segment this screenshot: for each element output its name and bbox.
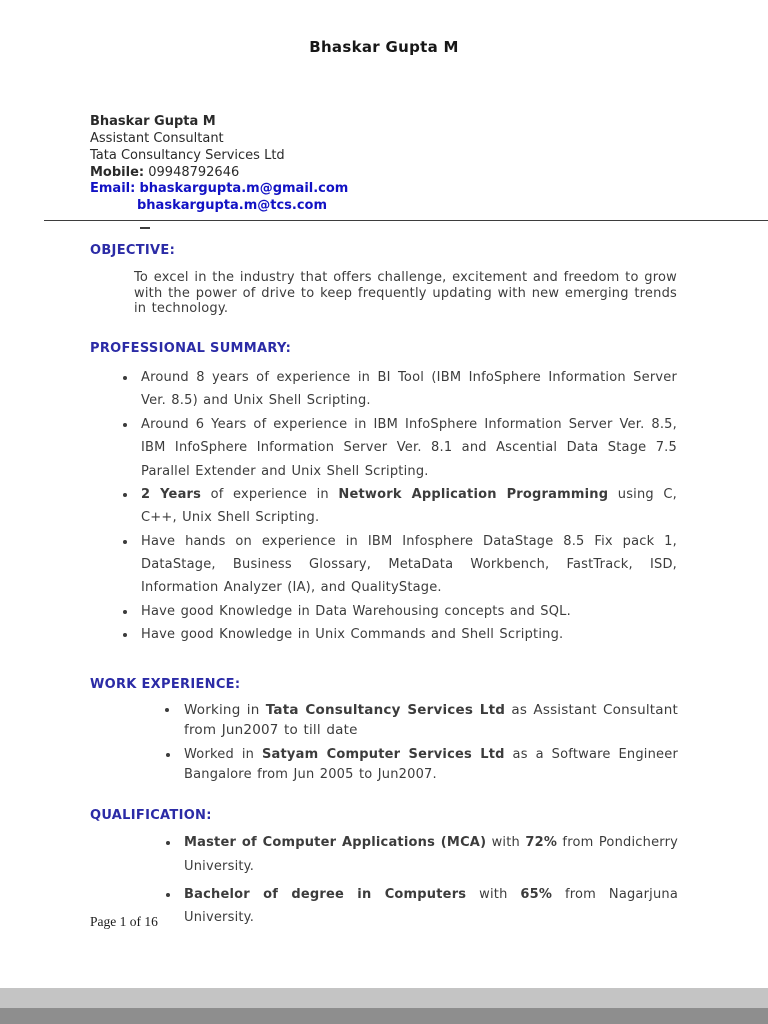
text-segment: 2 Years [141, 486, 202, 502]
viewer-bottom-strip-dark [0, 1008, 768, 1024]
contact-email-line [90, 181, 768, 197]
text-segment: using C, C++, Unix Shell Scripting. [141, 486, 677, 526]
text-segment: from Pondicherry University. [184, 835, 679, 874]
contact-block [90, 114, 768, 214]
qualification-heading: QUALIFICATION: [90, 808, 212, 824]
text-segment: with [466, 886, 521, 902]
work-experience-list [0, 700, 678, 785]
summary-item [137, 413, 677, 483]
text-segment: 65% [520, 886, 553, 902]
text-segment: Have hands on experience in IBM Infosphere DataStage 8.5 Fix pack 1, DataStage, Business Glossary, MetaData Workbench, FastTrack, ISD, Information Analyzer (IA), and QualityStage. [141, 533, 677, 596]
stray-underscore-mark [140, 227, 150, 229]
page-number-indicator: Page 1 of 16 [90, 914, 158, 929]
qualification-item [180, 883, 678, 930]
text-segment: Master of Computer Applications (MCA) [184, 835, 487, 851]
text-segment: as Assistant Consultant from Jun2007 to till date [184, 701, 678, 738]
work-experience-heading: WORK EXPERIENCE: [90, 676, 241, 692]
summary-item [137, 623, 677, 646]
document-title: Bhaskar Gupta M [309, 38, 459, 56]
text-segment: Around 8 years of experience in BI Tool (IBM InfoSphere Information Server Ver. 8.5) and Unix Shell Scripting. [141, 369, 677, 409]
objective-text: To excel in the industry that offers challenge, excitement and freedom to grow with the power of drive to keep frequently updating with new emerging trends in technology. [134, 270, 677, 317]
text-segment: of experience in [201, 486, 339, 502]
objective-heading: OBJECTIVE: [90, 243, 176, 259]
email-link-gmail[interactable]: bhaskargupta.m@gmail.com [139, 181, 349, 197]
text-segment: Working in [184, 701, 266, 718]
contact-company: Tata Consultancy Services Ltd [90, 147, 285, 163]
summary-item [137, 530, 677, 600]
summary-item [137, 366, 677, 413]
professional-summary-heading: PROFESSIONAL SUMMARY: [90, 340, 292, 356]
viewer-bottom-strip-light [0, 988, 768, 1008]
horizontal-divider [44, 220, 768, 221]
contact-email-secondary-line [137, 198, 768, 214]
text-segment: with [486, 835, 526, 851]
mobile-label: Mobile: [90, 164, 145, 180]
summary-item [137, 483, 677, 530]
mobile-value: 09948792646 [148, 164, 240, 180]
professional-summary-list [0, 366, 677, 647]
text-segment: Network Application Programming [338, 486, 609, 502]
text-segment: Have good Knowledge in Unix Commands and Shell Scripting. [141, 627, 564, 643]
qualification-item [180, 831, 678, 878]
text-segment: as a Software Engineer Bangalore from Jun 2005 to Jun2007. [184, 747, 678, 782]
text-segment: Tata Consultancy Services Ltd [265, 701, 506, 718]
text-segment: Satyam Computer Services Ltd [261, 747, 505, 763]
text-segment: Bachelor of degree in Computers [184, 886, 467, 902]
text-segment: 72% [525, 835, 558, 851]
work-experience-item [180, 700, 678, 741]
text-segment: Worked in [184, 747, 262, 763]
email-label: Email: [90, 181, 136, 197]
summary-item [137, 600, 677, 623]
contact-mobile-line [90, 165, 768, 181]
contact-name: Bhaskar Gupta M [90, 114, 216, 129]
text-segment: Around 6 Years of experience in IBM InfoSphere Information Server Ver. 8.5, IBM InfoSphere Information Server Ver. 8.1 and Ascential Data Stage 7.5 Parallel Extender and Unix Shell Scripting. [141, 416, 677, 479]
work-experience-item [180, 745, 678, 784]
text-segment: from Nagarjuna University. [184, 886, 678, 926]
text-segment: Have good Knowledge in Data Warehousing concepts and SQL. [141, 603, 571, 619]
contact-role: Assistant Consultant [90, 130, 224, 146]
email-link-tcs[interactable]: bhaskargupta.m@tcs.com [137, 198, 328, 214]
